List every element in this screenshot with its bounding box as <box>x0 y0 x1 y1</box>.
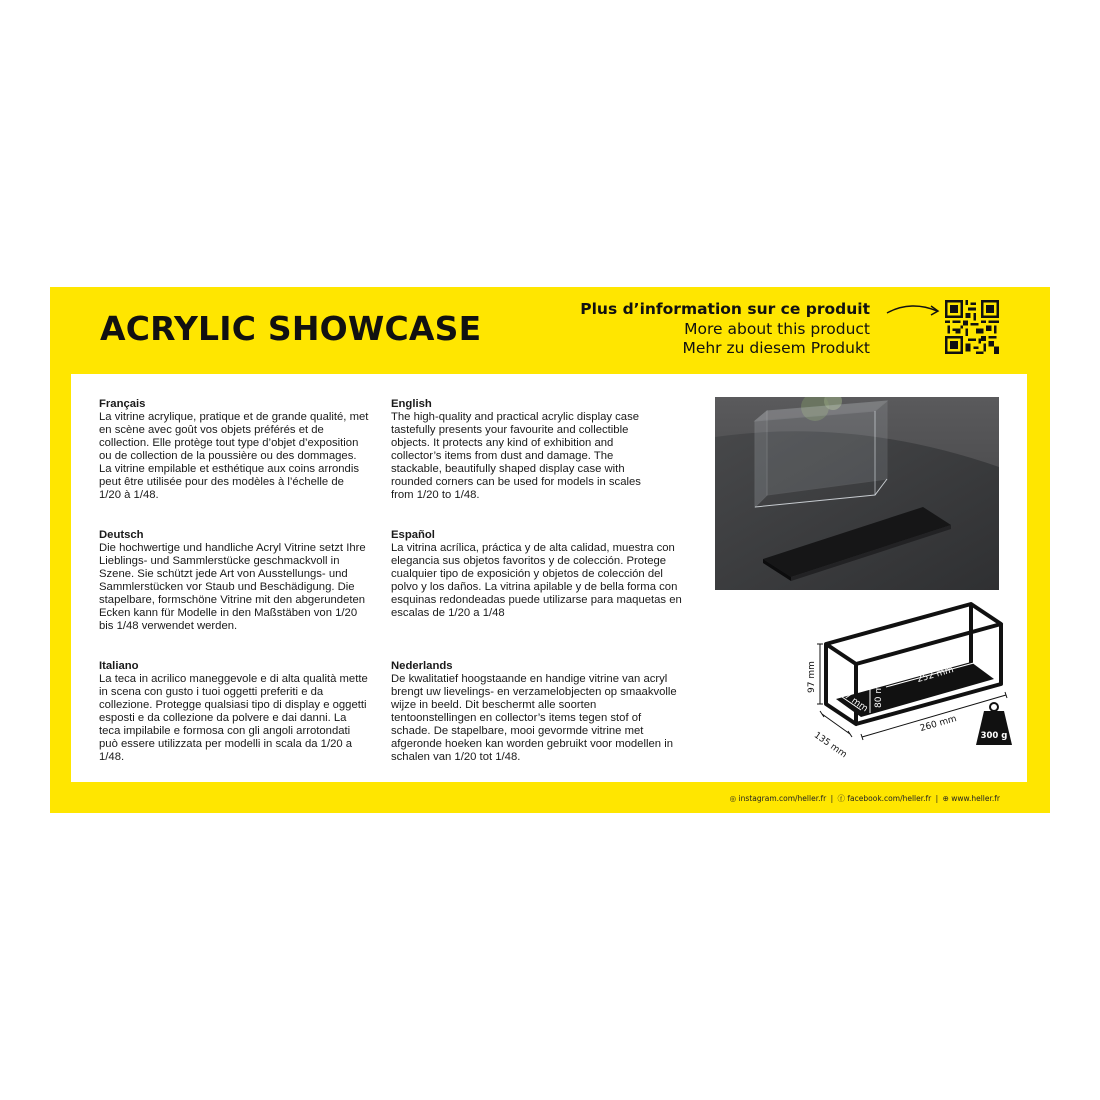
section-text: The high-quality and practical acrylic display case tastefully presents your favourite and collectible objects. It protects any kind of exhibition and collector’s items from dust and damage. The stackable, beautifully shaped display case with rounded corners can be used for models in scales from 1/20 to 1/48. <box>391 411 641 501</box>
section-text: La vitrine acrylique, pratique et de grande qualité, met en scène avec goût vos objets préférés et de collection. Elle protège tout type d’objet d’exposition ou de collection de la poussière ou des dommages. La vitrine empilable et esthétique aux coins arrondis peut être utilisée pour des modèles à l’échelle de 1/20 à 1/48. <box>99 411 369 501</box>
facebook-icon: ⓕ <box>837 794 846 803</box>
outer-height-label: 97 mm <box>807 661 817 693</box>
section-heading: Español <box>391 529 435 541</box>
section-text: De kwalitatief hoogstaande en handige vitrine van acryl brengt uw lievelings- en verzamelobjecten op smaakvolle wijze in beeld. Dit beschermt alle soorten tentoonstellingen en collector’s items tegen stof of schade. De stapelbare, mooi gevormde vitrine met afgeronde hoeken kan worden gebruikt voor modellen in schalen van 1/20 tot 1/48. <box>391 673 677 763</box>
weight-icon <box>976 703 1012 745</box>
outer-depth-label: 135 mm <box>811 730 849 761</box>
arrow-icon <box>885 300 945 322</box>
content-panel <box>71 374 1027 782</box>
facebook-link[interactable]: ⓕ facebook.com/heller.fr <box>837 794 932 803</box>
section-french <box>99 398 369 502</box>
info-line-fr: Plus d’information sur ce produit <box>580 300 870 318</box>
section-heading: Deutsch <box>99 529 144 541</box>
info-line-de: Mehr zu diesem Produkt <box>682 339 870 357</box>
outer-length-label: 260 mm <box>919 714 958 735</box>
divider: | <box>935 794 939 803</box>
product-banner <box>50 287 1050 813</box>
section-text: Die hochwertige und handliche Acryl Vitrine setzt Ihre Lieblings- und Sammlerstücke geschmackvoll in Szene. Sie schützt jede Art von Ausstellungs- und Sammlerstücken vor Staub und Beschädigung. Die stapelbare, formschöne Vitrine mit den abgerundeten Ecken kann für Modelle in den Maßstäben von 1/20 bis 1/48 verwendet werden. <box>99 542 366 632</box>
website-link[interactable]: ⊕ www.heller.fr <box>942 794 1000 803</box>
info-line-en: More about this product <box>684 319 870 338</box>
product-photo <box>715 397 999 590</box>
globe-icon: ⊕ <box>942 794 949 803</box>
section-text: La vitrina acrílica, práctica y de alta calidad, muestra con elegancia sus objetos favoritos y de colección. Protege cualquier tipo de exposición y objetos de colección del polvo y los daños. La vitrina apilable y de bella forma con esquinas redondeadas puede utilizarse para maquetas en escalas de 1/20 a 1/48 <box>391 542 682 619</box>
section-heading: Français <box>99 398 146 410</box>
section-spanish <box>391 529 691 620</box>
section-text: La teca in acrilico maneggevole e di alta qualità mette in scena con gusto i tuoi oggetti preferiti e da collezione. Protegge qualsiasi tipo di display e oggetti esposti e da collezione da polvere e dai danni. La teca impilabile e formosa con gli angoli arrotondati può essere utilizzata per modelli in scala da 1/20 a 1/48. <box>99 673 368 763</box>
weight-label: 300 g <box>980 731 1008 741</box>
product-title: ACRYLIC SHOWCASE <box>100 309 482 348</box>
instagram-link[interactable]: ◎ instagram.com/heller.fr <box>729 794 827 803</box>
divider: | <box>830 794 834 803</box>
inner-height-label: 80 mm <box>874 676 884 708</box>
section-heading: Nederlands <box>391 660 453 672</box>
section-english <box>391 398 661 502</box>
inner-length-label: 252 mm <box>916 665 955 686</box>
instagram-icon: ◎ <box>729 794 737 803</box>
dimensions-diagram <box>726 599 1016 769</box>
section-german <box>99 529 369 633</box>
social-footer <box>730 793 1000 804</box>
section-heading: Italiano <box>99 660 139 672</box>
section-heading: English <box>391 398 432 410</box>
section-italian <box>99 660 369 764</box>
section-dutch <box>391 660 681 764</box>
qr-code-icon[interactable] <box>945 300 999 354</box>
more-info-block <box>580 300 870 359</box>
inner-depth-label: 127 mm <box>832 684 870 715</box>
